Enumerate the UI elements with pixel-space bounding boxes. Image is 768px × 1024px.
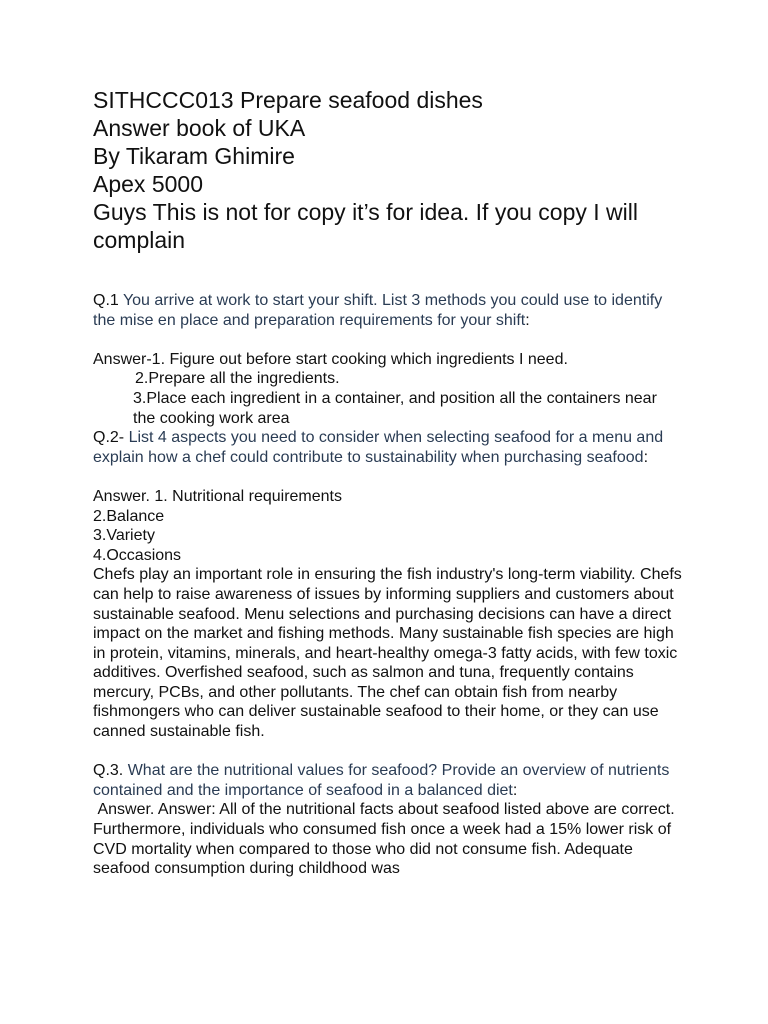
answer-3 <box>93 800 683 878</box>
answer-1-line-3-wrap <box>93 389 683 428</box>
question-2-text: List 4 aspects you need to consider when selecting seafood for a menu and explain how a chef could contribute to sustainability when purchasing seafood <box>93 429 664 466</box>
answer-2-paragraph: Chefs play an important role in ensuring the fish industry's long-term viability. Chefs can help to raise awareness of issues by informing suppliers and customers about sustainable seafood. Menu selections and purchasing decisions can have a direct impact on the market and fishing methods. Many sustainable fish species are high in protein, vitamins, minerals, and heart-healthy omega-3 fatty acids, with few toxic additives. Overfished seafood, such as salmon and tuna, frequently contains mercury, PCBs, and other pollutants. The chef can obtain fish from nearby fishmongers who can deliver sustainable seafood to their home, or they can use canned sustainable fish. <box>93 566 682 741</box>
question-3-text: What are the nutritional values for seafood? Provide an overview of nutrients contained and the importance of seafood in a balanced diet <box>93 762 670 799</box>
answer-2-line-4: 4.Occasions <box>93 546 182 564</box>
question-1-text: You arrive at work to start your shift. List 3 methods you could use to identify the mise en place and preparation requirements for your shift <box>93 292 663 329</box>
answer-2-line-3: 3.Variety <box>93 527 155 545</box>
disclaimer-line: Guys This is not for copy it’s for idea. If you copy I will complain <box>93 199 638 253</box>
document-page <box>93 86 683 879</box>
question-3-colon: : <box>512 781 518 799</box>
answer-1-line-1: Answer-1. Figure out before start cooking which ingredients I need. <box>93 350 568 368</box>
question-2 <box>93 428 683 467</box>
question-3 <box>93 761 683 800</box>
question-1-colon: : <box>525 311 530 329</box>
title-block <box>93 86 683 254</box>
question-2-number: Q.2- <box>93 429 129 447</box>
author-line: By Tikaram Ghimire <box>93 143 295 169</box>
question-2-colon: : <box>643 448 649 466</box>
question-1 <box>93 291 683 330</box>
question-1-number: Q.1 <box>93 292 123 309</box>
answer-1 <box>93 350 683 428</box>
apex-line: Apex 5000 <box>93 171 203 197</box>
answer-2 <box>93 487 683 742</box>
question-3-number: Q.3. <box>93 762 128 780</box>
answer-2-line-2: 2.Balance <box>93 507 165 525</box>
book-subtitle: Answer book of UKA <box>93 115 306 141</box>
answer-3-paragraph: Answer. Answer: All of the nutritional facts about seafood listed above are correct. Furthermore, individuals who consumed fish once a week had a 15% lower risk of CVD mortality when compared to those who did not consume fish. Adequate seafood consumption during childhood was <box>93 801 680 878</box>
answer-1-line-3: 3.Place each ingredient in a container, and position all the containers near the cooking work area <box>133 389 657 427</box>
answer-2-line-1: Answer. 1. Nutritional requirements <box>93 487 342 505</box>
answer-1-line-2: 2.Prepare all the ingredients. <box>135 370 340 388</box>
course-title: SITHCCC013 Prepare seafood dishes <box>93 87 483 113</box>
